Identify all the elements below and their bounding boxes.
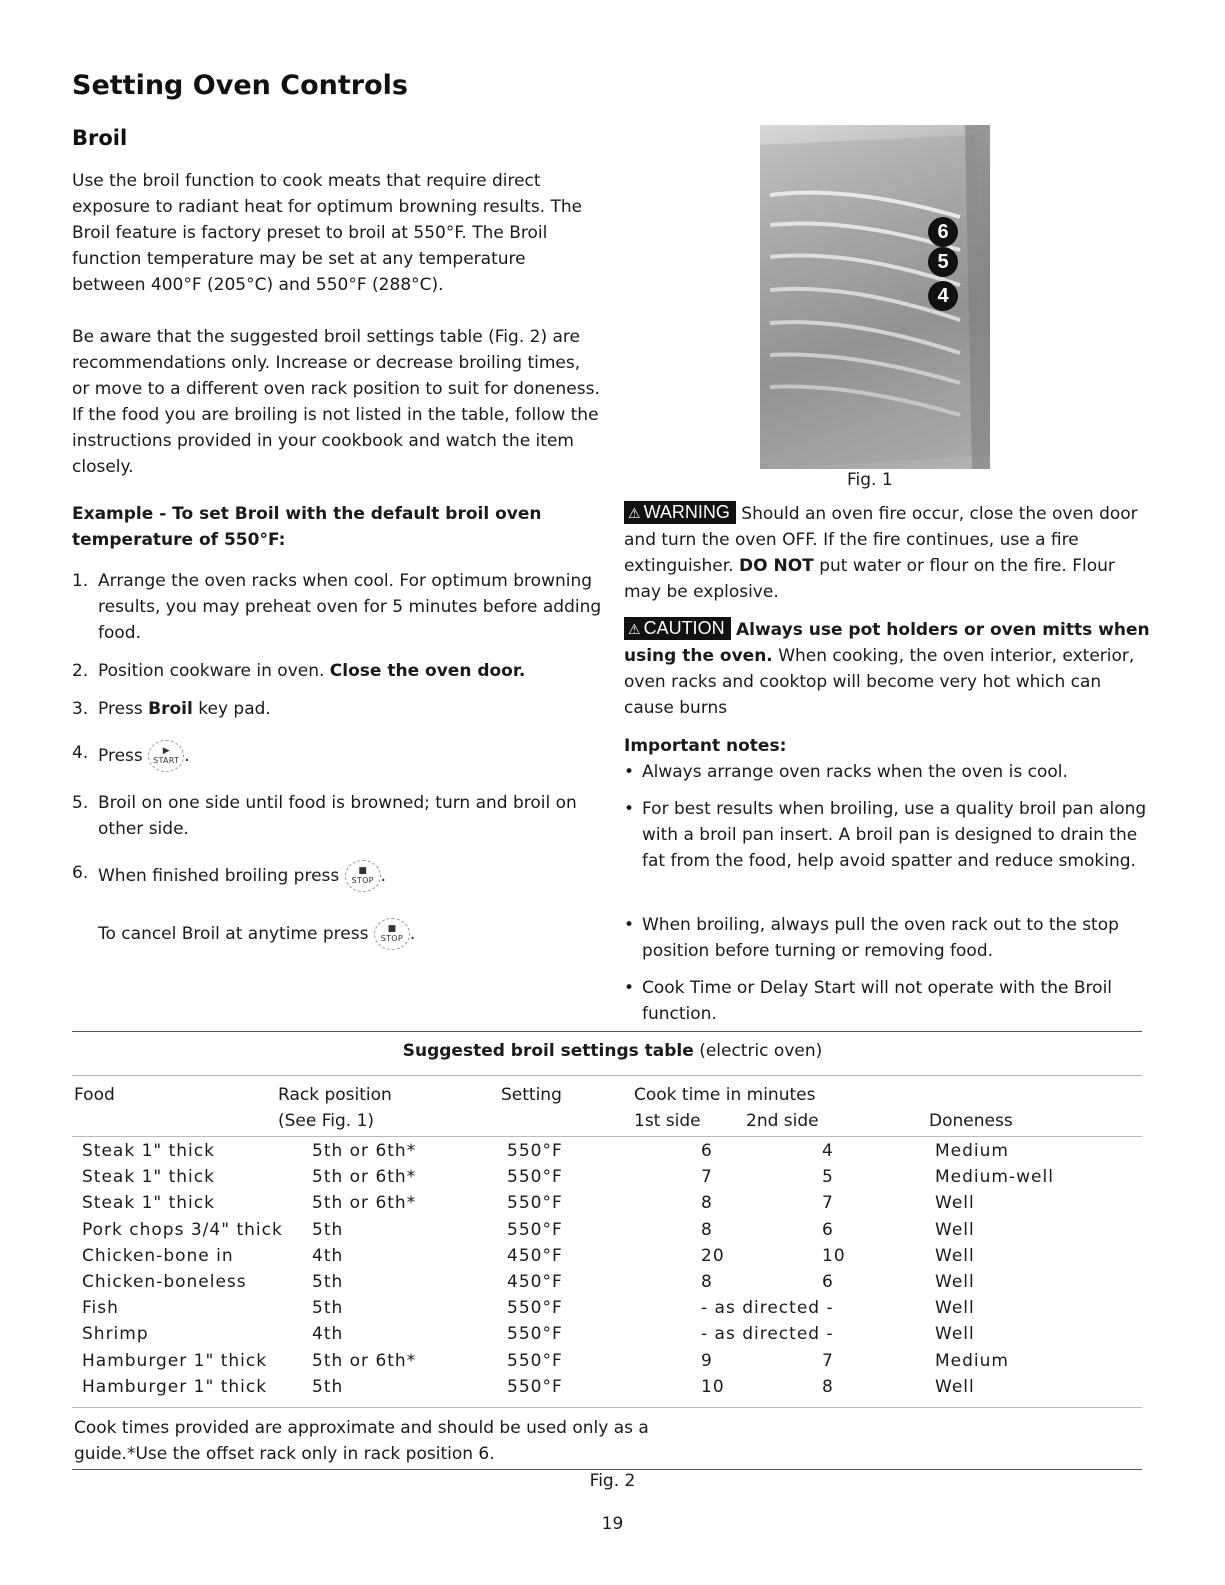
step-4	[72, 740, 602, 772]
step-5	[72, 790, 602, 842]
step-1	[72, 568, 602, 646]
step-number: 5.	[72, 793, 89, 813]
cell-setting: 550°F	[507, 1219, 563, 1240]
step-3-bold: Broil	[148, 699, 193, 719]
cell-setting: 450°F	[507, 1245, 563, 1266]
cell-food: Pork chops 3/4" thick	[82, 1219, 283, 1240]
footnote-rule	[72, 1469, 1142, 1470]
cell-side1: 20	[701, 1245, 725, 1266]
cell-doneness: Well	[935, 1245, 975, 1266]
step-number: 6.	[72, 863, 89, 883]
example-heading	[72, 501, 602, 553]
cell-side1: 8	[701, 1272, 713, 1293]
caution-bold: Always use pot holders or oven mitts when using the oven.	[624, 620, 1150, 666]
note-item: • When broiling, always pull the oven rack out to the stop position before turning or removing food.	[624, 912, 1154, 964]
cell-food: Chicken-boneless	[82, 1272, 247, 1293]
table-title	[0, 1041, 1225, 1061]
step-text: Arrange the oven racks when cool. For optimum browning results, you may preheat oven for 5 minutes before adding food.	[98, 571, 602, 643]
cell-rack: 5th or 6th*	[312, 1193, 417, 1214]
rack-position-6-marker: 6	[928, 217, 958, 247]
cancel-instruction: To cancel Broil at anytime press ■ STOP .	[98, 918, 602, 950]
step-2-bold: Close the oven door.	[329, 661, 526, 681]
stop-key-label: STOP	[380, 934, 403, 943]
cell-rack: 5th	[312, 1376, 344, 1397]
header-1st-side: 1st side	[634, 1111, 701, 1131]
cell-doneness: Well	[935, 1298, 975, 1319]
warning-text-pre: Should an oven fire occur, close the oven door and turn the oven OFF. If the fire continues, use a fire extinguisher.	[624, 504, 1138, 576]
cell-food: Steak 1" thick	[82, 1193, 215, 1214]
step-number: 1.	[72, 571, 89, 591]
oven-rack-photo	[760, 125, 990, 469]
header-cook-time: Cook time in minutes	[634, 1085, 816, 1105]
table-top-rule	[72, 1031, 1142, 1032]
rack-position-4-marker: 4	[928, 281, 958, 311]
cell-food: Steak 1" thick	[82, 1141, 215, 1162]
cell-side2: 4	[822, 1141, 834, 1162]
cell-side1: 7	[701, 1167, 713, 1188]
cell-doneness: Well	[935, 1193, 975, 1214]
cell-side1: 8	[701, 1219, 713, 1240]
header-doneness: Doneness	[929, 1111, 1013, 1131]
table-row	[72, 1243, 1135, 1269]
warning-bold: DO NOT	[739, 556, 814, 576]
cell-food: Shrimp	[82, 1324, 149, 1345]
caution-icon: ⚠	[628, 621, 641, 637]
table-title-rest: (electric oven)	[699, 1041, 823, 1061]
step-number: 3.	[72, 699, 89, 719]
play-icon: ▶	[162, 746, 170, 756]
step-2	[72, 658, 602, 684]
table-row	[72, 1217, 1135, 1243]
step-text	[98, 696, 602, 722]
cell-side1: - as directed -	[701, 1298, 834, 1319]
header-rack-sub: (See Fig. 1)	[278, 1111, 375, 1131]
cell-rack: 5th or 6th*	[312, 1167, 417, 1188]
table-row	[72, 1269, 1135, 1295]
cell-doneness: Well	[935, 1272, 975, 1293]
cell-side2: 6	[822, 1272, 834, 1293]
cell-setting: 550°F	[507, 1193, 563, 1214]
cell-food: Hamburger 1" thick	[82, 1350, 268, 1371]
step-3-pre: Press	[98, 699, 143, 719]
step-number: 4.	[72, 743, 89, 763]
warning-icon: ⚠	[628, 505, 641, 521]
step-6	[72, 860, 602, 892]
table-body-rule	[72, 1136, 1142, 1137]
table-row	[72, 1374, 1135, 1400]
page-number: 19	[601, 1514, 624, 1534]
cell-setting: 550°F	[507, 1141, 563, 1162]
broil-table-body	[72, 1138, 1135, 1400]
table-row	[72, 1138, 1135, 1164]
table-bottom-rule	[72, 1407, 1142, 1408]
cell-rack: 4th	[312, 1324, 344, 1345]
cell-side2: 7	[822, 1193, 834, 1214]
step-text	[98, 658, 602, 684]
cell-doneness: Medium	[935, 1350, 1009, 1371]
warning-badge	[624, 501, 736, 524]
warning-block	[624, 501, 1154, 605]
table-row	[72, 1190, 1135, 1216]
header-setting: Setting	[501, 1085, 562, 1105]
step-text: Press ▶ START .	[98, 740, 602, 772]
caution-badge-label: CAUTION	[643, 618, 725, 638]
header-rack: Rack position	[278, 1085, 392, 1105]
cell-setting: 550°F	[507, 1298, 563, 1319]
cell-food: Hamburger 1" thick	[82, 1376, 268, 1397]
cell-side1: 9	[701, 1350, 713, 1371]
cell-food: Steak 1" thick	[82, 1167, 215, 1188]
cell-rack: 5th	[312, 1272, 344, 1293]
step-3-post: key pad.	[198, 699, 271, 719]
step-6-text: When finished broiling press	[98, 866, 340, 886]
step-text: When finished broiling press ■ STOP .	[98, 860, 602, 892]
step-text: Broil on one side until food is browned; turn and broil on other side.	[98, 793, 577, 839]
rack-position-5-marker: 5	[928, 247, 958, 277]
note-item: • For best results when broiling, use a quality broil pan along with a broil pan insert. A broil pan is designed to drain the fat from the food, help avoid spatter and reduce smoking.	[624, 796, 1154, 874]
cell-setting: 550°F	[507, 1376, 563, 1397]
start-key-label: START	[153, 756, 180, 765]
cancel-text: To cancel Broil at anytime press	[98, 924, 369, 944]
cell-doneness: Medium-well	[935, 1167, 1054, 1188]
cell-rack: 5th or 6th*	[312, 1350, 417, 1371]
example-heading-line1: Example - To set Broil with the default broil oven	[72, 504, 542, 524]
intro-paragraph-1: Use the broil function to cook meats that require direct exposure to radiant heat for optimum browning results. The Broil feature is factory preset to broil at 550°F. The Broil function temperature may be set at any temperature between 400°F (205°C) and 550°F (288°C).	[72, 171, 583, 295]
header-food: Food	[74, 1085, 115, 1105]
cell-side1: 6	[701, 1141, 713, 1162]
cell-rack: 5th or 6th*	[312, 1141, 417, 1162]
cell-doneness: Well	[935, 1219, 975, 1240]
cell-side2: 10	[822, 1245, 846, 1266]
stop-key-icon	[345, 860, 381, 892]
note-text: Always arrange oven racks when the oven is cool.	[642, 762, 1068, 782]
figure-1-caption: Fig. 1	[847, 470, 893, 490]
cell-rack: 5th	[312, 1298, 344, 1319]
step-number: 2.	[72, 661, 89, 681]
note-item: • Cook Time or Delay Start will not operate with the Broil function.	[624, 975, 1154, 1027]
table-row	[72, 1321, 1135, 1347]
table-row	[72, 1295, 1135, 1321]
cell-side2: 5	[822, 1167, 834, 1188]
cell-side1: 10	[701, 1376, 725, 1397]
stop-key-label: STOP	[351, 876, 374, 885]
caution-badge	[624, 617, 731, 640]
warning-badge-label: WARNING	[643, 502, 730, 522]
stop-icon: ■	[387, 924, 397, 934]
header-2nd-side: 2nd side	[746, 1111, 819, 1131]
table-footnote: Cook times provided are approximate and should be used only as a guide.*Use the offset rack only in rack position 6.	[74, 1418, 649, 1464]
example-heading-line2: temperature of 550°F:	[72, 530, 286, 550]
cell-side2: 7	[822, 1350, 834, 1371]
cell-doneness: Well	[935, 1376, 975, 1397]
cell-doneness: Medium	[935, 1141, 1009, 1162]
table-title-bold: Suggested broil settings table	[402, 1041, 694, 1061]
stop-key-icon	[374, 918, 410, 950]
cell-side2: 8	[822, 1376, 834, 1397]
warning-text-post: put water or flour on the fire. Flour may be explosive.	[624, 556, 1115, 602]
step-4-text: Press	[98, 746, 143, 766]
start-key-icon	[148, 740, 184, 772]
notes-heading: Important notes:	[624, 736, 787, 756]
section-heading-broil: Broil	[72, 126, 128, 150]
cell-setting: 550°F	[507, 1167, 563, 1188]
note-text: When broiling, always pull the oven rack out to the stop position before turning or removing food.	[642, 915, 1119, 961]
table-header-rule	[72, 1075, 1142, 1076]
cell-rack: 5th	[312, 1219, 344, 1240]
table-row	[72, 1164, 1135, 1190]
step-3	[72, 696, 602, 722]
cell-side1: 8	[701, 1193, 713, 1214]
cell-setting: 450°F	[507, 1272, 563, 1293]
cell-food: Fish	[82, 1298, 119, 1319]
cell-food: Chicken-bone in	[82, 1245, 234, 1266]
broil-settings-table	[72, 1138, 1135, 1400]
cell-side2: 6	[822, 1219, 834, 1240]
cell-side1: - as directed -	[701, 1324, 834, 1345]
cell-rack: 4th	[312, 1245, 344, 1266]
stop-icon: ■	[358, 866, 367, 876]
step-2-text: Position cookware in oven.	[98, 661, 325, 681]
table-row	[72, 1348, 1135, 1374]
cell-doneness: Well	[935, 1324, 975, 1345]
intro-paragraph-2: Be aware that the suggested broil settings table (Fig. 2) are recommendations only. Increase or decrease broiling times, or move to a different oven rack position to suit for doneness. If the food you are broiling is not listed in the table, follow the instructions provided in your cookbook and watch the item closely.	[72, 327, 600, 477]
cell-setting: 550°F	[507, 1350, 563, 1371]
note-text: Cook Time or Delay Start will not operate with the Broil function.	[642, 978, 1113, 1024]
caution-block	[624, 617, 1154, 721]
note-item: • Always arrange oven racks when the oven is cool.	[624, 759, 1154, 785]
note-text: For best results when broiling, use a quality broil pan along with a broil pan insert. A broil pan is designed to drain the fat from the food, help avoid spatter and reduce smoking.	[642, 799, 1147, 871]
page-title: Setting Oven Controls	[72, 70, 408, 101]
figure-2-caption: Fig. 2	[589, 1471, 636, 1491]
cell-setting: 550°F	[507, 1324, 563, 1345]
caution-text: When cooking, the oven interior, exterior, oven racks and cooktop will become very hot which can cause burns	[624, 646, 1135, 718]
